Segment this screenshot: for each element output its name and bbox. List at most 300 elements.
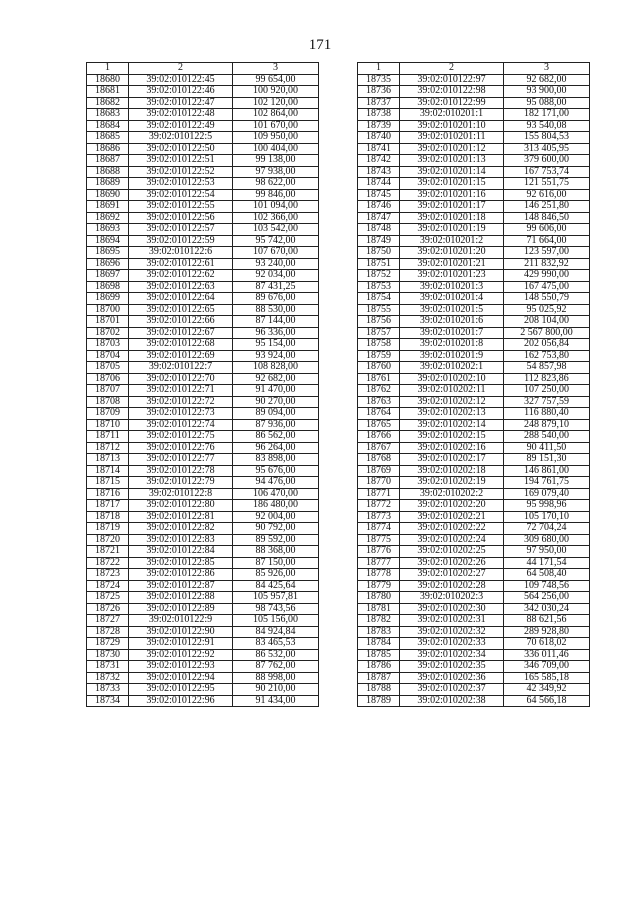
value-cell: 92 682,00: [504, 74, 590, 86]
cadastral-number-cell: 39:02:010201:23: [400, 270, 504, 282]
row-number-cell: 18740: [358, 132, 400, 144]
row-number-cell: 18712: [87, 442, 129, 454]
table-row: [358, 316, 590, 328]
cadastral-number-cell: 39:02:010122:71: [129, 385, 233, 397]
value-cell: 165 585,18: [504, 672, 590, 684]
table-row: [358, 442, 590, 454]
cadastral-number-cell: 39:02:010202:10: [400, 373, 504, 385]
value-cell: 87 431,25: [233, 281, 319, 293]
row-number-cell: 18730: [87, 649, 129, 661]
table-row: [87, 74, 319, 86]
value-cell: 72 704,24: [504, 523, 590, 535]
table-row: [87, 350, 319, 362]
table-row: [87, 523, 319, 535]
table-row: [87, 178, 319, 190]
row-number-cell: 18713: [87, 454, 129, 466]
table-row: [358, 97, 590, 109]
cadastral-number-cell: 39:02:010202:17: [400, 454, 504, 466]
table-row: [358, 534, 590, 546]
row-number-cell: 18706: [87, 373, 129, 385]
row-number-cell: 18736: [358, 86, 400, 98]
value-cell: 342 030,24: [504, 603, 590, 615]
table-row: [358, 396, 590, 408]
table-row: [358, 569, 590, 581]
row-number-cell: 18680: [87, 74, 129, 86]
row-number-cell: 18733: [87, 684, 129, 696]
table-row: [358, 603, 590, 615]
row-number-cell: 18784: [358, 638, 400, 650]
cadastral-number-cell: 39:02:010122:53: [129, 178, 233, 190]
cadastral-number-cell: 39:02:010122:76: [129, 442, 233, 454]
table-row: [358, 258, 590, 270]
cadastral-number-cell: 39:02:010122:83: [129, 534, 233, 546]
cadastral-number-cell: 39:02:010122:49: [129, 120, 233, 132]
row-number-cell: 18785: [358, 649, 400, 661]
value-cell: 379 600,00: [504, 155, 590, 167]
row-number-cell: 18716: [87, 488, 129, 500]
table-row: [87, 672, 319, 684]
row-number-cell: 18691: [87, 201, 129, 213]
row-number-cell: 18753: [358, 281, 400, 293]
row-number-cell: 18721: [87, 546, 129, 558]
cadastral-number-cell: 39:02:010202:27: [400, 569, 504, 581]
table-row: [87, 373, 319, 385]
cadastral-number-cell: 39:02:010201:13: [400, 155, 504, 167]
row-number-cell: 18731: [87, 661, 129, 673]
table-row: [358, 143, 590, 155]
value-cell: 102 864,00: [233, 109, 319, 121]
table-row: [87, 454, 319, 466]
cadastral-number-cell: 39:02:010202:28: [400, 580, 504, 592]
row-number-cell: 18765: [358, 419, 400, 431]
value-cell: 167 753,74: [504, 166, 590, 178]
row-number-cell: 18774: [358, 523, 400, 535]
table-row: [358, 557, 590, 569]
cadastral-number-cell: 39:02:010202:16: [400, 442, 504, 454]
row-number-cell: 18751: [358, 258, 400, 270]
value-cell: 95 154,00: [233, 339, 319, 351]
cadastral-number-cell: 39:02:010201:20: [400, 247, 504, 259]
table-row: [87, 166, 319, 178]
cadastral-number-cell: 39:02:010202:25: [400, 546, 504, 558]
table-row: [358, 86, 590, 98]
row-number-cell: 18789: [358, 695, 400, 707]
cadastral-number-cell: 39:02:010201:18: [400, 212, 504, 224]
value-cell: 88 998,00: [233, 672, 319, 684]
row-number-cell: 18780: [358, 592, 400, 604]
row-number-cell: 18723: [87, 569, 129, 581]
row-number-cell: 18761: [358, 373, 400, 385]
value-cell: 186 480,00: [233, 500, 319, 512]
row-number-cell: 18756: [358, 316, 400, 328]
value-cell: 89 094,00: [233, 408, 319, 420]
value-cell: 346 709,00: [504, 661, 590, 673]
value-cell: 102 120,00: [233, 97, 319, 109]
row-number-cell: 18688: [87, 166, 129, 178]
row-number-cell: 18689: [87, 178, 129, 190]
table-row: [358, 454, 590, 466]
value-cell: 97 938,00: [233, 166, 319, 178]
cadastral-number-cell: 39:02:010122:64: [129, 293, 233, 305]
table-row: [358, 488, 590, 500]
cadastral-number-cell: 39:02:010202:22: [400, 523, 504, 535]
row-number-cell: 18748: [358, 224, 400, 236]
table-row: [358, 615, 590, 627]
value-cell: 98 743,56: [233, 603, 319, 615]
table-row: [87, 86, 319, 98]
row-number-cell: 18698: [87, 281, 129, 293]
row-number-cell: 18725: [87, 592, 129, 604]
value-cell: 95 676,00: [233, 465, 319, 477]
value-cell: 112 823,86: [504, 373, 590, 385]
row-number-cell: 18692: [87, 212, 129, 224]
value-cell: 92 034,00: [233, 270, 319, 282]
table-row: [358, 109, 590, 121]
value-cell: 97 950,00: [504, 546, 590, 558]
cadastral-number-cell: 39:02:010122:90: [129, 626, 233, 638]
row-number-cell: 18738: [358, 109, 400, 121]
column-header: 1: [87, 63, 129, 75]
row-number-cell: 18696: [87, 258, 129, 270]
table-header-row: [87, 63, 319, 75]
value-cell: 92 616,00: [504, 189, 590, 201]
row-number-cell: 18735: [358, 74, 400, 86]
cadastral-number-cell: 39:02:010122:63: [129, 281, 233, 293]
value-cell: 94 476,00: [233, 477, 319, 489]
value-cell: 105 957,81: [233, 592, 319, 604]
cadastral-number-cell: 39:02:010122:72: [129, 396, 233, 408]
cadastral-number-cell: 39:02:010122:84: [129, 546, 233, 558]
table-row: [87, 442, 319, 454]
table-row: [358, 189, 590, 201]
value-cell: 84 425,64: [233, 580, 319, 592]
table-row: [358, 166, 590, 178]
cadastral-number-cell: 39:02:010122:62: [129, 270, 233, 282]
table-row: [87, 431, 319, 443]
row-number-cell: 18739: [358, 120, 400, 132]
value-cell: 182 171,00: [504, 109, 590, 121]
value-cell: 70 618,02: [504, 638, 590, 650]
row-number-cell: 18710: [87, 419, 129, 431]
table-row: [358, 350, 590, 362]
table-row: [87, 201, 319, 213]
value-cell: 93 900,00: [504, 86, 590, 98]
cadastral-number-cell: 39:02:010122:88: [129, 592, 233, 604]
table-row: [358, 419, 590, 431]
value-cell: 309 680,00: [504, 534, 590, 546]
value-cell: 289 928,80: [504, 626, 590, 638]
row-number-cell: 18773: [358, 511, 400, 523]
cadastral-number-cell: 39:02:010122:85: [129, 557, 233, 569]
value-cell: 167 475,00: [504, 281, 590, 293]
row-number-cell: 18715: [87, 477, 129, 489]
row-number-cell: 18747: [358, 212, 400, 224]
table-row: [87, 120, 319, 132]
value-cell: 248 879,10: [504, 419, 590, 431]
table-row: [87, 465, 319, 477]
table-row: [358, 408, 590, 420]
value-cell: 95 998,96: [504, 500, 590, 512]
value-cell: 116 880,40: [504, 408, 590, 420]
cadastral-number-cell: 39:02:010122:61: [129, 258, 233, 270]
table-row: [358, 212, 590, 224]
table-row: [358, 695, 590, 707]
table-row: [358, 661, 590, 673]
row-number-cell: 18763: [358, 396, 400, 408]
row-number-cell: 18681: [87, 86, 129, 98]
row-number-cell: 18781: [358, 603, 400, 615]
table-row: [87, 615, 319, 627]
table-row: [358, 626, 590, 638]
value-cell: 89 676,00: [233, 293, 319, 305]
row-number-cell: 18687: [87, 155, 129, 167]
cadastral-number-cell: 39:02:010201:2: [400, 235, 504, 247]
cadastral-number-cell: 39:02:010122:5: [129, 132, 233, 144]
value-cell: 155 804,53: [504, 132, 590, 144]
cadastral-number-cell: 39:02:010122:93: [129, 661, 233, 673]
cadastral-number-cell: 39:02:010201:19: [400, 224, 504, 236]
value-cell: 564 256,00: [504, 592, 590, 604]
table-row: [358, 511, 590, 523]
cadastral-number-cell: 39:02:010122:92: [129, 649, 233, 661]
cadastral-number-cell: 39:02:010201:21: [400, 258, 504, 270]
cadastral-number-cell: 39:02:010201:9: [400, 350, 504, 362]
row-number-cell: 18737: [358, 97, 400, 109]
value-cell: 88 621,56: [504, 615, 590, 627]
table-row: [87, 132, 319, 144]
cadastral-number-cell: 39:02:010122:91: [129, 638, 233, 650]
cadastral-number-cell: 39:02:010202:37: [400, 684, 504, 696]
value-cell: 101 670,00: [233, 120, 319, 132]
cadastral-number-cell: 39:02:010202:3: [400, 592, 504, 604]
value-cell: 169 079,40: [504, 488, 590, 500]
row-number-cell: 18777: [358, 557, 400, 569]
table-row: [358, 120, 590, 132]
table-row: [358, 385, 590, 397]
row-number-cell: 18744: [358, 178, 400, 190]
table-row: [358, 178, 590, 190]
value-cell: 44 171,54: [504, 557, 590, 569]
cadastral-number-cell: 39:02:010202:36: [400, 672, 504, 684]
row-number-cell: 18758: [358, 339, 400, 351]
row-number-cell: 18779: [358, 580, 400, 592]
cadastral-number-cell: 39:02:010201:7: [400, 327, 504, 339]
value-cell: 98 622,00: [233, 178, 319, 190]
value-cell: 86 562,00: [233, 431, 319, 443]
value-cell: 96 264,00: [233, 442, 319, 454]
cadastral-number-cell: 39:02:010201:10: [400, 120, 504, 132]
cadastral-number-cell: 39:02:010122:59: [129, 235, 233, 247]
value-cell: 71 664,00: [504, 235, 590, 247]
value-cell: 92 682,00: [233, 373, 319, 385]
cadastral-number-cell: 39:02:010202:30: [400, 603, 504, 615]
cadastral-number-cell: 39:02:010202:20: [400, 500, 504, 512]
row-number-cell: 18724: [87, 580, 129, 592]
value-cell: 89 151,30: [504, 454, 590, 466]
row-number-cell: 18704: [87, 350, 129, 362]
table-row: [87, 534, 319, 546]
table-row: [87, 546, 319, 558]
cadastral-number-cell: 39:02:010122:75: [129, 431, 233, 443]
value-cell: 93 540,08: [504, 120, 590, 132]
table-row: [87, 603, 319, 615]
value-cell: 194 761,75: [504, 477, 590, 489]
value-cell: 211 832,92: [504, 258, 590, 270]
value-cell: 83 898,00: [233, 454, 319, 466]
row-number-cell: 18778: [358, 569, 400, 581]
cadastral-number-cell: 39:02:010201:14: [400, 166, 504, 178]
cadastral-number-cell: 39:02:010202:13: [400, 408, 504, 420]
cadastral-number-cell: 39:02:010201:15: [400, 178, 504, 190]
row-number-cell: 18728: [87, 626, 129, 638]
table-row: [87, 649, 319, 661]
value-cell: 103 542,00: [233, 224, 319, 236]
registry-table-right: [357, 62, 590, 707]
cadastral-number-cell: 39:02:010122:65: [129, 304, 233, 316]
table-row: [87, 293, 319, 305]
row-number-cell: 18720: [87, 534, 129, 546]
cadastral-number-cell: 39:02:010202:31: [400, 615, 504, 627]
cadastral-number-cell: 39:02:010122:89: [129, 603, 233, 615]
table-row: [87, 580, 319, 592]
table-row: [358, 224, 590, 236]
cadastral-number-cell: 39:02:010201:11: [400, 132, 504, 144]
value-cell: 327 757,59: [504, 396, 590, 408]
row-number-cell: 18760: [358, 362, 400, 374]
cadastral-number-cell: 39:02:010201:6: [400, 316, 504, 328]
cadastral-number-cell: 39:02:010202:19: [400, 477, 504, 489]
table-row: [87, 109, 319, 121]
table-row: [87, 477, 319, 489]
table-row: [87, 488, 319, 500]
table-row: [358, 270, 590, 282]
value-cell: 336 011,46: [504, 649, 590, 661]
row-number-cell: 18684: [87, 120, 129, 132]
table-row: [358, 465, 590, 477]
table-row: [358, 235, 590, 247]
table-row: [87, 408, 319, 420]
cadastral-number-cell: 39:02:010122:74: [129, 419, 233, 431]
cadastral-number-cell: 39:02:010202:18: [400, 465, 504, 477]
table-row: [358, 649, 590, 661]
row-number-cell: 18709: [87, 408, 129, 420]
row-number-cell: 18746: [358, 201, 400, 213]
cadastral-number-cell: 39:02:010122:81: [129, 511, 233, 523]
table-row: [87, 258, 319, 270]
cadastral-number-cell: 39:02:010122:45: [129, 74, 233, 86]
cadastral-number-cell: 39:02:010202:11: [400, 385, 504, 397]
cadastral-number-cell: 39:02:010202:38: [400, 695, 504, 707]
value-cell: 106 470,00: [233, 488, 319, 500]
cadastral-number-cell: 39:02:010202:33: [400, 638, 504, 650]
table-row: [358, 523, 590, 535]
value-cell: 107 250,00: [504, 385, 590, 397]
value-cell: 99 846,00: [233, 189, 319, 201]
value-cell: 102 366,00: [233, 212, 319, 224]
value-cell: 95 088,00: [504, 97, 590, 109]
row-number-cell: 18686: [87, 143, 129, 155]
row-number-cell: 18727: [87, 615, 129, 627]
row-number-cell: 18729: [87, 638, 129, 650]
value-cell: 95 742,00: [233, 235, 319, 247]
cadastral-number-cell: 39:02:010122:50: [129, 143, 233, 155]
row-number-cell: 18694: [87, 235, 129, 247]
table-row: [87, 97, 319, 109]
value-cell: 88 530,00: [233, 304, 319, 316]
table-row: [87, 327, 319, 339]
value-cell: 87 144,00: [233, 316, 319, 328]
table-row: [87, 661, 319, 673]
table-row: [87, 626, 319, 638]
cadastral-number-cell: 39:02:010122:57: [129, 224, 233, 236]
table-row: [358, 247, 590, 259]
table-row: [87, 385, 319, 397]
value-cell: 42 349,92: [504, 684, 590, 696]
value-cell: 100 404,00: [233, 143, 319, 155]
row-number-cell: 18764: [358, 408, 400, 420]
row-number-cell: 18685: [87, 132, 129, 144]
table-row: [358, 638, 590, 650]
value-cell: 109 950,00: [233, 132, 319, 144]
row-number-cell: 18732: [87, 672, 129, 684]
row-number-cell: 18766: [358, 431, 400, 443]
column-header: 3: [504, 63, 590, 75]
value-cell: 86 532,00: [233, 649, 319, 661]
cadastral-number-cell: 39:02:010122:87: [129, 580, 233, 592]
table-row: [87, 143, 319, 155]
column-header: 2: [400, 63, 504, 75]
cadastral-number-cell: 39:02:010122:67: [129, 327, 233, 339]
cadastral-number-cell: 39:02:010122:56: [129, 212, 233, 224]
value-cell: 88 368,00: [233, 546, 319, 558]
table-row: [87, 684, 319, 696]
row-number-cell: 18752: [358, 270, 400, 282]
value-cell: 123 597,00: [504, 247, 590, 259]
column-header: 2: [129, 63, 233, 75]
table-row: [87, 396, 319, 408]
value-cell: 91 434,00: [233, 695, 319, 707]
row-number-cell: 18771: [358, 488, 400, 500]
value-cell: 87 762,00: [233, 661, 319, 673]
table-row: [87, 511, 319, 523]
table-row: [87, 281, 319, 293]
row-number-cell: 18745: [358, 189, 400, 201]
row-number-cell: 18682: [87, 97, 129, 109]
cadastral-number-cell: 39:02:010122:68: [129, 339, 233, 351]
row-number-cell: 18749: [358, 235, 400, 247]
cadastral-number-cell: 39:02:010202:1: [400, 362, 504, 374]
value-cell: 162 753,80: [504, 350, 590, 362]
row-number-cell: 18750: [358, 247, 400, 259]
registry-table-left: [86, 62, 319, 707]
table-row: [358, 592, 590, 604]
table-row: [87, 155, 319, 167]
table-row: [358, 281, 590, 293]
row-number-cell: 18782: [358, 615, 400, 627]
value-cell: 87 150,00: [233, 557, 319, 569]
value-cell: 100 920,00: [233, 86, 319, 98]
value-cell: 429 990,00: [504, 270, 590, 282]
row-number-cell: 18754: [358, 293, 400, 305]
cadastral-number-cell: 39:02:010202:34: [400, 649, 504, 661]
row-number-cell: 18695: [87, 247, 129, 259]
table-row: [87, 212, 319, 224]
row-number-cell: 18768: [358, 454, 400, 466]
row-number-cell: 18718: [87, 511, 129, 523]
table-row: [358, 293, 590, 305]
table-row: [358, 684, 590, 696]
cadastral-number-cell: 39:02:010122:80: [129, 500, 233, 512]
